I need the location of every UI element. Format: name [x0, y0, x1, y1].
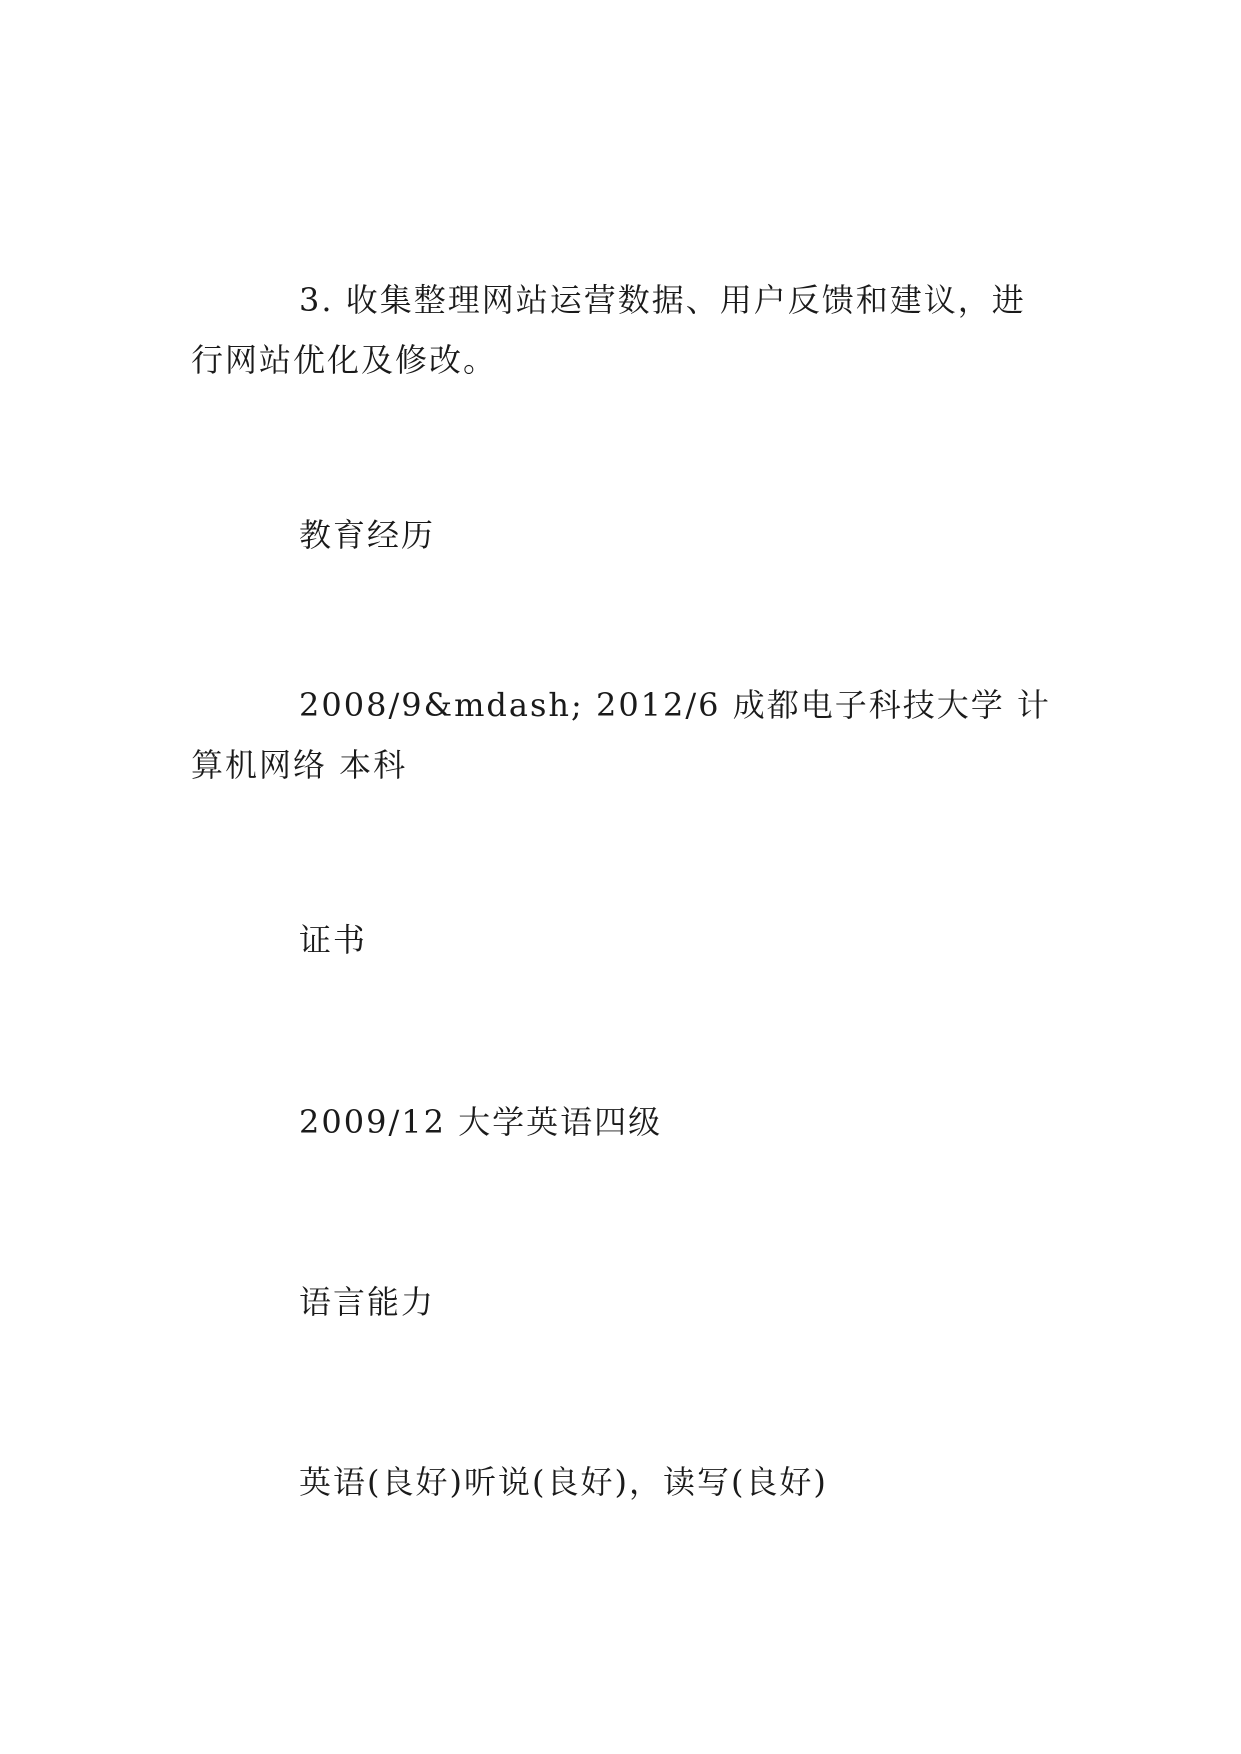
education-heading: 教育经历: [299, 516, 436, 554]
language-heading: 语言能力: [299, 1283, 436, 1321]
duty-item-3: 3. 收集整理网站运营数据、用户反馈和建议，进行网站优化及修改。: [191, 281, 1026, 379]
language-entry: 英语(良好)听说(良好)，读写(良好): [299, 1463, 828, 1501]
certificate-entry: 2009/12 大学英语四级: [299, 1103, 663, 1141]
education-entry: 2008/9&mdash; 2012/6 成都电子科技大学 计算机网络 本科: [191, 686, 1051, 784]
certificate-heading: 证书: [299, 921, 368, 959]
